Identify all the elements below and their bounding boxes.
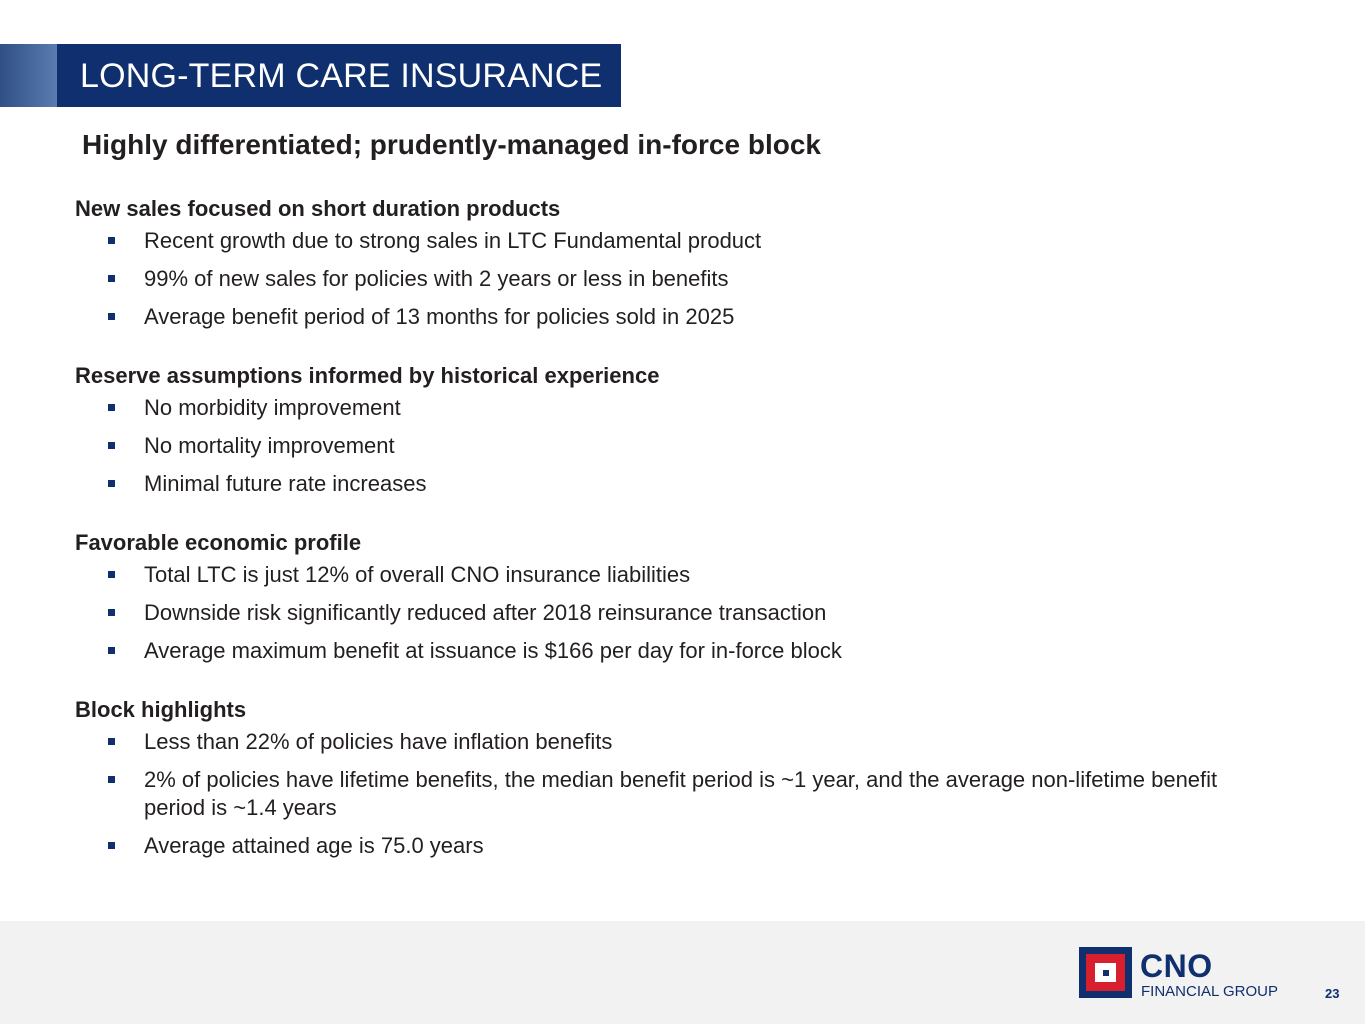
section-block-highlights [75, 696, 1275, 860]
bullet-list [75, 561, 1275, 665]
bullet-square-icon [108, 647, 115, 654]
page-number: 23 [1325, 986, 1340, 1001]
list-item [75, 227, 1275, 255]
bullet-square-icon [108, 571, 115, 578]
list-item-text: Minimal future rate increases [144, 471, 427, 496]
logo-red-square [1086, 954, 1125, 991]
section-heading: New sales focused on short duration products [75, 196, 561, 221]
bullet-list [75, 227, 1275, 331]
logo-wordmark: CNO [1140, 948, 1213, 984]
bullet-square-icon [108, 275, 115, 282]
list-item-text: Average attained age is 75.0 years [144, 833, 484, 858]
bullet-list [75, 394, 1275, 498]
bullet-square-icon [108, 842, 115, 849]
title-bar-accent [0, 44, 57, 107]
list-item [75, 599, 1275, 627]
list-item [75, 766, 1275, 822]
list-item-text: 99% of new sales for policies with 2 years or less in benefits [144, 266, 729, 291]
list-item-text: Average benefit period of 13 months for policies sold in 2025 [144, 304, 735, 329]
list-item [75, 432, 1275, 460]
list-item [75, 303, 1275, 331]
bullet-square-icon [108, 237, 115, 244]
page-title: LONG-TERM CARE INSURANCE [80, 57, 603, 95]
section-heading: Reserve assumptions informed by historical experience [75, 363, 660, 388]
bullet-square-icon [108, 404, 115, 411]
list-item [75, 394, 1275, 422]
bullet-square-icon [108, 776, 115, 783]
section-reserve-assumptions [75, 362, 1275, 498]
bullet-square-icon [108, 738, 115, 745]
list-item [75, 470, 1275, 498]
list-item [75, 561, 1275, 589]
list-item-text: Downside risk significantly reduced after 2018 reinsurance transaction [144, 600, 827, 625]
bullet-square-icon [108, 480, 115, 487]
list-item [75, 728, 1275, 756]
list-item-text: No mortality improvement [144, 433, 395, 458]
bullet-square-icon [108, 442, 115, 449]
list-item [75, 832, 1275, 860]
bullet-list [75, 728, 1275, 860]
list-item [75, 265, 1275, 293]
cno-logo-icon [1079, 947, 1132, 998]
section-economic-profile [75, 529, 1275, 665]
list-item-text: Less than 22% of policies have inflation benefits [144, 729, 613, 754]
content-body [75, 195, 1275, 891]
list-item-text: Total LTC is just 12% of overall CNO insurance liabilities [144, 562, 691, 587]
logo-white-square [1095, 963, 1116, 982]
bullet-square-icon [108, 609, 115, 616]
logo-subtitle: FINANCIAL GROUP [1141, 983, 1278, 1000]
bullet-square-icon [108, 313, 115, 320]
list-item-text: Average maximum benefit at issuance is $166 per day for in-force block [144, 638, 842, 663]
list-item [75, 637, 1275, 665]
section-heading: Block highlights [75, 697, 247, 722]
list-item-text: Recent growth due to strong sales in LTC Fundamental product [144, 228, 762, 253]
list-item-text: No morbidity improvement [144, 395, 401, 420]
section-heading: Favorable economic profile [75, 530, 362, 555]
list-item-text: 2% of policies have lifetime benefits, the median benefit period is ~1 year, and the average non-lifetime benefit period is ~1.4 years [144, 767, 1218, 820]
section-new-sales [75, 195, 1275, 331]
logo-navy-dot [1103, 970, 1109, 976]
page-subtitle: Highly differentiated; prudently-managed in-force block [82, 129, 821, 160]
